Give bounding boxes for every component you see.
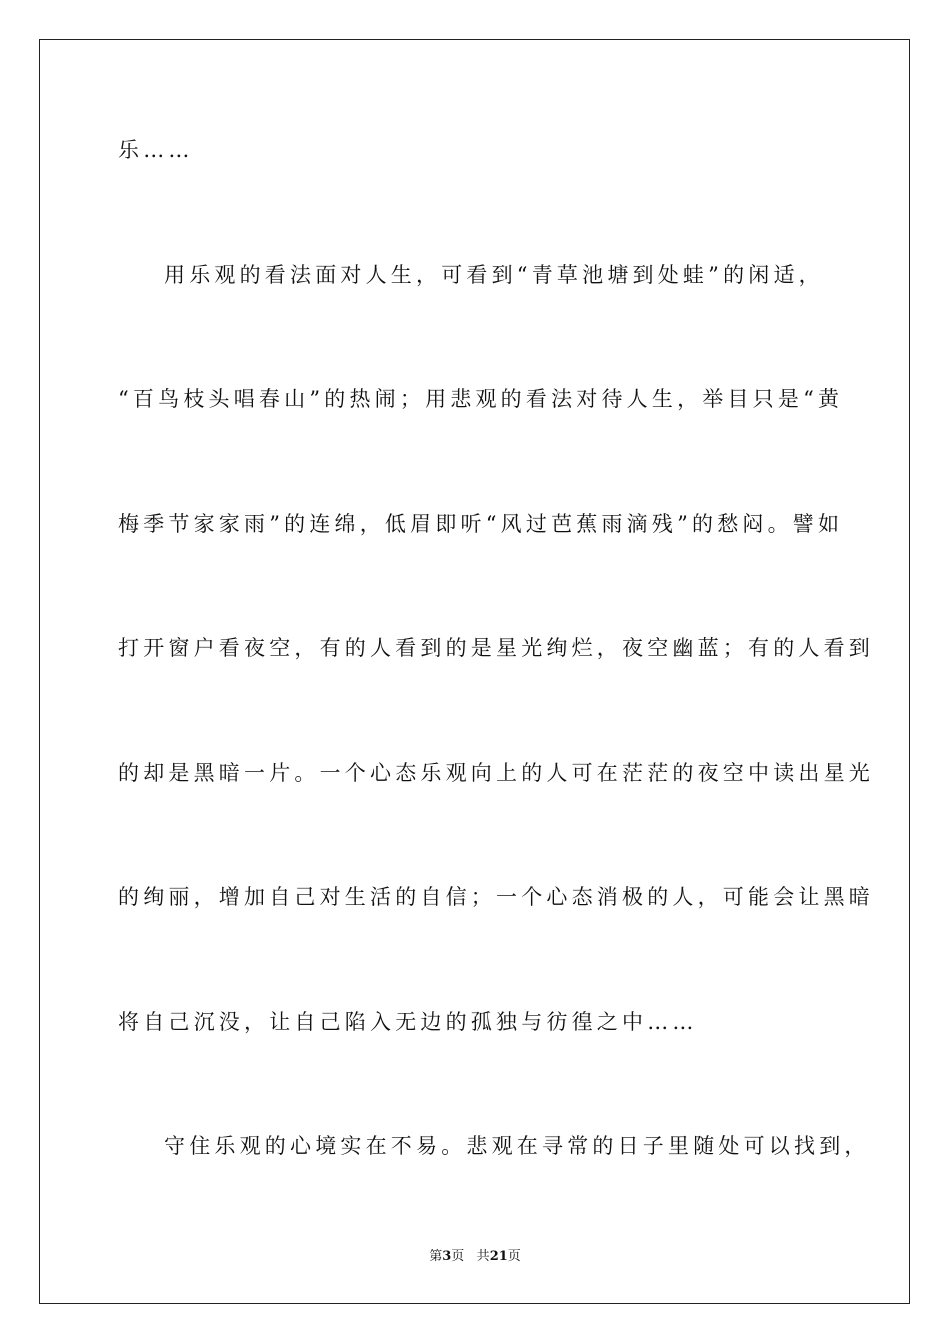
footer-total-suffix: 页 xyxy=(507,1249,521,1264)
footer-page-number: 3 xyxy=(442,1249,452,1264)
footer-page-prefix: 第 xyxy=(429,1249,443,1264)
paragraph-1-line-7: 将自己沉没，让自己陷入无边的孤独与彷徨之中…… xyxy=(118,1010,698,1034)
page-footer xyxy=(0,1248,950,1266)
paragraph-1-line-3: 梅季节家家雨”的连绵，低眉即听“风过芭蕉雨滴残”的愁闷。譬如 xyxy=(118,512,844,536)
paragraph-1-line-2: “百鸟枝头唱春山”的热闹；用悲观的看法对待人生，举目只是“黄 xyxy=(118,387,844,411)
page-border xyxy=(39,39,910,1304)
footer-total-prefix: 共 xyxy=(476,1249,490,1264)
paragraph-1-line-5: 的却是黑暗一片。一个心态乐观向上的人可在茫茫的夜空中读出星光 xyxy=(118,761,874,785)
text-line-1: 乐…… xyxy=(118,138,194,162)
paragraph-1-line-6: 的绚丽，增加自己对生活的自信；一个心态消极的人，可能会让黑暗 xyxy=(118,885,874,909)
footer-page-suffix: 页 xyxy=(451,1249,465,1264)
footer-total-pages: 21 xyxy=(489,1249,508,1264)
paragraph-2-line-1: 守住乐观的心境实在不易。悲观在寻常的日子里随处可以找到， xyxy=(164,1134,870,1158)
paragraph-1-line-4: 打开窗户看夜空，有的人看到的是星光绚烂，夜空幽蓝；有的人看到 xyxy=(118,636,874,660)
paragraph-1-line-1: 用乐观的看法面对人生，可看到“青草池塘到处蛙”的闲适， xyxy=(164,263,824,287)
